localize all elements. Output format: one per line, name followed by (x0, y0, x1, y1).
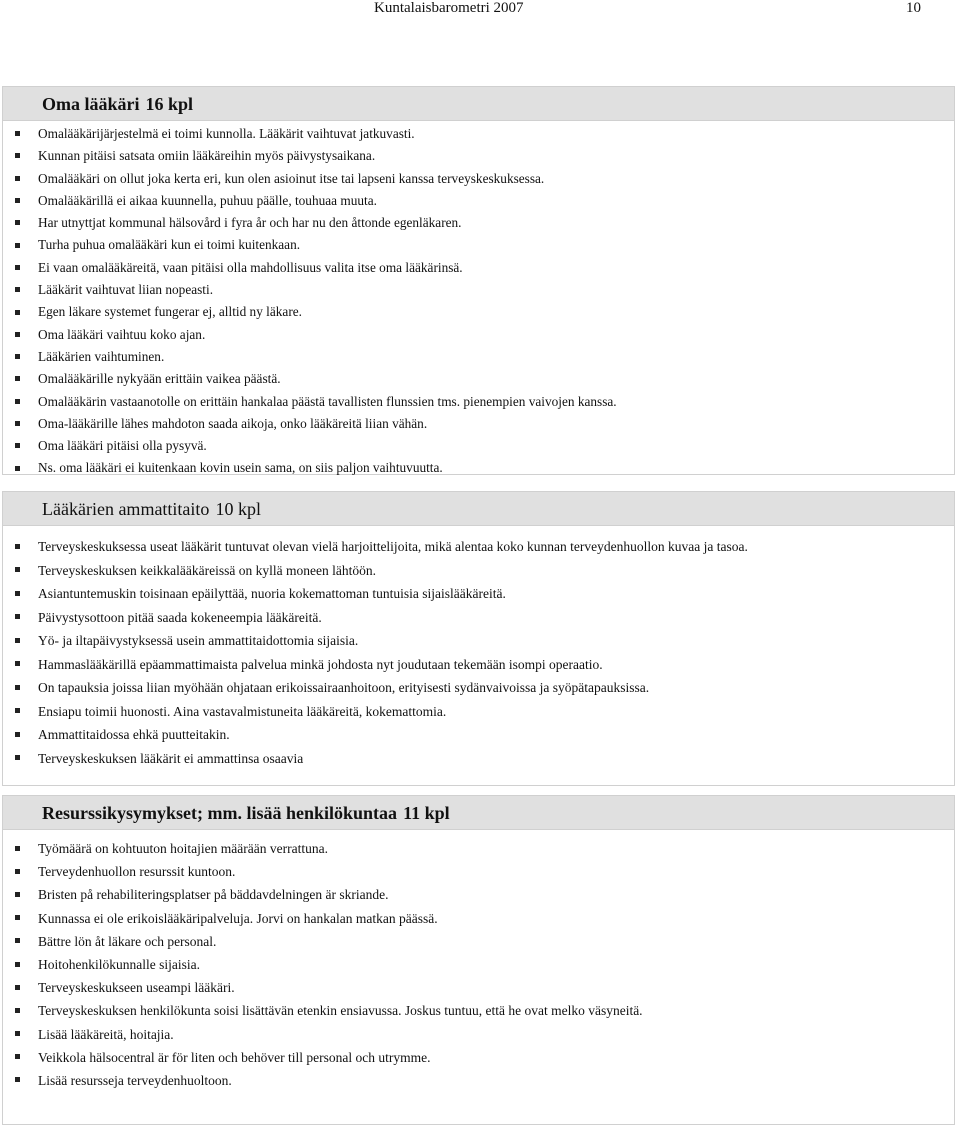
list-item-text: Terveyskeskuksen keikkalääkäreissä on kyllä moneen lähtöön. (38, 562, 376, 578)
bullet-icon (15, 421, 20, 426)
bullet-icon (15, 685, 20, 690)
list-item-text: Terveyskeskukseen useampi lääkäri. (38, 980, 235, 996)
list-item-text: On tapauksia joissa liian myöhään ohjataan erikoissairaanhoitoon, erityisesti sydänvaivoissa ja syöpätapauksissa. (38, 680, 650, 695)
bullet-icon (15, 310, 20, 315)
list-item (3, 1046, 954, 1069)
list-item (3, 582, 954, 606)
bullet-icon (15, 661, 20, 666)
list-item (3, 1069, 954, 1092)
list-item-text: Terveyskeskuksessa useat lääkärit tuntuvat olevan vielä harjoittelijoita, mikä alentaa koko kunnan terveydenhuollon kuvaa ja tasoa. (38, 539, 748, 554)
bullet-icon (15, 755, 20, 760)
bullet-icon (15, 153, 20, 158)
list-item (3, 723, 954, 747)
bullet-icon (15, 399, 20, 404)
list-item-text: Kunnan pitäisi satsata omiin lääkäreihin myös päivystysaikana. (38, 148, 376, 164)
bullet-icon (15, 708, 20, 713)
bullet-icon (15, 443, 20, 448)
list-item-text: Bristen på rehabiliteringsplatser på bäddavdelningen är skriande. (38, 887, 389, 903)
bullet-icon (15, 1008, 20, 1013)
list-item-text: Omalääkärijärjestelmä ei toimi kunnolla. Lääkärit vaihtuvat jatkuvasti. (38, 126, 415, 141)
list-item (3, 860, 954, 883)
list-item (3, 535, 954, 559)
bullet-icon (15, 131, 20, 136)
bullet-icon (15, 1077, 20, 1082)
list-item-text: Lisää resursseja terveydenhuoltoon. (38, 1072, 232, 1088)
list-item (3, 953, 954, 976)
comment-list (3, 526, 954, 770)
page-number: 10 (906, 0, 921, 16)
bullet-icon (15, 265, 20, 270)
list-item-text: Veikkola hälsocentral är för liten och behöver till personal och utrymme. (38, 1049, 431, 1065)
list-item-text: Ensiapu toimii huonosti. Aina vastavalmistuneita lääkäreitä, kokemattomia. (38, 703, 447, 719)
list-item-text: Terveyskeskuksen lääkärit ei ammattinsa osaavia (38, 750, 304, 766)
list-item-text: Terveyskeskuksen henkilökunta soisi lisättävän etenkin ensiavussa. Joskus tuntuu, että he ovat melko väsyneitä. (38, 1003, 643, 1019)
bullet-icon (15, 567, 20, 572)
list-item (3, 999, 954, 1022)
document-title: Kuntalaisbarometri 2007 (374, 0, 524, 16)
list-item-text: Har utnyttjat kommunal hälsovård i fyra år och har nu den åttonde egenläkaren. (38, 215, 462, 231)
list-item-text: Bättre lön åt läkare och personal. (38, 933, 217, 949)
list-item-text: Hammaslääkärillä epäammattimaista palvelua minkä johdosta nyt joudutaan tekemään isompi operaatio. (38, 656, 603, 672)
list-item-text: Terveydenhuollon resurssit kuntoon. (38, 864, 236, 880)
list-item (3, 1023, 954, 1046)
bullet-icon (15, 376, 20, 381)
section-laakarien-ammattitaito (2, 491, 955, 786)
bullet-icon (15, 354, 20, 359)
comment-list (3, 830, 954, 1092)
list-item-text: Lisää lääkäreitä, hoitajia. (38, 1026, 174, 1042)
list-item-text: Ei vaan omalääkäreitä, vaan pitäisi olla mahdollisuus valita itse oma lääkärinsä. (38, 259, 463, 275)
list-item (3, 907, 954, 930)
list-item-text: Omalääkärin vastaanotolle on erittäin hankalaa päästä tavallisten flunssien tms. pienempien vaivojen kanssa. (38, 393, 617, 409)
list-item-text: Oma lääkäri vaihtuu koko ajan. (38, 326, 206, 342)
list-item (3, 883, 954, 906)
list-item (3, 930, 954, 953)
section-oma-laakari (2, 86, 955, 475)
section-heading (3, 796, 954, 830)
bullet-icon (15, 938, 20, 943)
list-item (3, 257, 954, 279)
section-count: 11 kpl (403, 803, 450, 823)
list-item-text: Kunnassa ei ole erikoislääkäripalveluja. Jorvi on hankalan matkan päässä. (38, 910, 438, 926)
comment-list (3, 121, 954, 480)
list-item-text: Lääkärit vaihtuvat liian nopeasti. (38, 282, 214, 298)
bullet-icon (15, 243, 20, 248)
section-heading (3, 87, 954, 121)
list-item-text: Asiantuntemuskin toisinaan epäilyttää, nuoria kokemattoman tuntuisia sijaislääkäreitä. (38, 586, 506, 601)
bullet-icon (15, 915, 20, 920)
section-count: 10 kpl (215, 499, 261, 519)
list-item-text: Omalääkärille nykyään erittäin vaikea päästä. (38, 371, 281, 387)
bullet-icon (15, 869, 20, 874)
list-item (3, 457, 954, 479)
list-item (3, 629, 954, 653)
section-heading (3, 492, 954, 526)
list-item (3, 837, 954, 860)
list-item (3, 123, 954, 145)
bullet-icon (15, 962, 20, 967)
list-item (3, 559, 954, 583)
list-item-text: Yö- ja iltapäivystyksessä usein ammattitaidottomia sijaisia. (38, 633, 359, 648)
list-item (3, 391, 954, 413)
list-item (3, 976, 954, 999)
list-item (3, 435, 954, 457)
section-resurssikysymykset (2, 795, 955, 1125)
page-header (0, 0, 960, 20)
list-item (3, 301, 954, 323)
bullet-icon (15, 220, 20, 225)
list-item (3, 676, 954, 700)
list-item (3, 190, 954, 212)
bullet-icon (15, 732, 20, 737)
list-item (3, 653, 954, 677)
section-title: Resurssikysymykset; mm. lisää henkilökuntaa (42, 803, 398, 823)
list-item-text: Oma-lääkärille lähes mahdoton saada aikoja, onko lääkäreitä liian vähän. (38, 415, 428, 431)
list-item (3, 279, 954, 301)
list-item (3, 324, 954, 346)
list-item-text: Työmäärä on kohtuuton hoitajien määrään verrattuna. (38, 841, 328, 856)
list-item (3, 234, 954, 256)
bullet-icon (15, 544, 20, 549)
bullet-icon (15, 1031, 20, 1036)
list-item-text: Oma lääkäri pitäisi olla pysyvä. (38, 438, 207, 454)
bullet-icon (15, 591, 20, 596)
bullet-icon (15, 892, 20, 897)
section-count: 16 kpl (145, 94, 194, 114)
list-item-text: Päivystysottoon pitää saada kokeneempia lääkäreitä. (38, 609, 322, 625)
bullet-icon (15, 198, 20, 203)
bullet-icon (15, 846, 20, 851)
list-item (3, 606, 954, 630)
bullet-icon (15, 332, 20, 337)
list-item (3, 212, 954, 234)
bullet-icon (15, 985, 20, 990)
list-item-text: Egen läkare systemet fungerar ej, alltid ny läkare. (38, 304, 302, 320)
list-item (3, 346, 954, 368)
bullet-icon (15, 466, 20, 471)
section-title: Lääkärien ammattitaito (42, 499, 210, 519)
section-title: Oma lääkäri (42, 94, 140, 114)
list-item-text: Omalääkäri on ollut joka kerta eri, kun olen asioinut itse tai lapseni kanssa terveyskeskuksessa. (38, 170, 545, 186)
list-item (3, 168, 954, 190)
bullet-icon (15, 1054, 20, 1059)
list-item-text: Turha puhua omalääkäri kun ei toimi kuitenkaan. (38, 237, 301, 253)
list-item (3, 747, 954, 771)
list-item-text: Hoitohenkilökunnalle sijaisia. (38, 956, 200, 972)
list-item (3, 413, 954, 435)
list-item-text: Ns. oma lääkäri ei kuitenkaan kovin usein sama, on siis paljon vaihtuvuutta. (38, 460, 443, 476)
list-item (3, 700, 954, 724)
list-item-text: Lääkärien vaihtuminen. (38, 348, 165, 364)
list-item-text: Ammattitaidossa ehkä puutteitakin. (38, 727, 230, 742)
bullet-icon (15, 614, 20, 619)
list-item-text: Omalääkärillä ei aikaa kuunnella, puhuu päälle, touhuaa muuta. (38, 192, 377, 208)
bullet-icon (15, 176, 20, 181)
list-item (3, 368, 954, 390)
list-item (3, 145, 954, 167)
bullet-icon (15, 638, 20, 643)
bullet-icon (15, 287, 20, 292)
